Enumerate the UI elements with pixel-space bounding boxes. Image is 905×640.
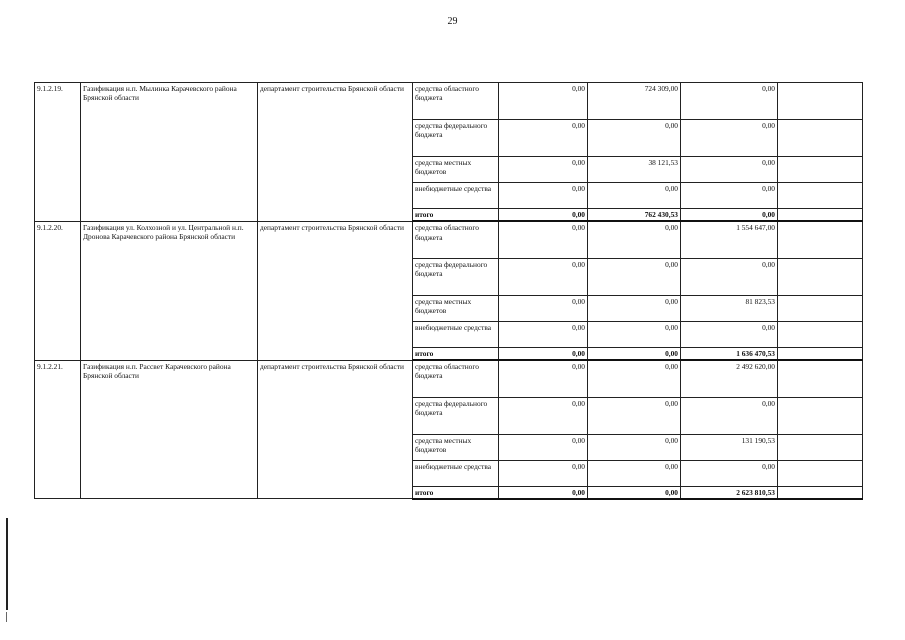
amount-cell xyxy=(778,83,863,120)
amount-cell: 0,00 xyxy=(499,120,588,157)
amount-cell: 0,00 xyxy=(499,360,588,397)
amount-cell: 0,00 xyxy=(588,120,681,157)
amount-cell: 0,00 xyxy=(499,295,588,321)
amount-cell xyxy=(778,183,863,209)
item-executor: департамент строительства Брянской области xyxy=(258,83,413,222)
amount-cell: 0,00 xyxy=(681,258,778,295)
amount-cell: 0,00 xyxy=(588,321,681,347)
amount-cell: 0,00 xyxy=(588,486,681,499)
funding-source: средства областного бюджета xyxy=(413,83,499,120)
amount-cell: 0,00 xyxy=(681,321,778,347)
funding-source: внебюджетные средства xyxy=(413,460,499,486)
funding-source: итого xyxy=(413,209,499,222)
amount-cell: 0,00 xyxy=(499,83,588,120)
page-number: 29 xyxy=(447,16,458,27)
funding-source: средства областного бюджета xyxy=(413,221,499,258)
funding-source: внебюджетные средства xyxy=(413,183,499,209)
funding-source: средства федерального бюджета xyxy=(413,397,499,434)
amount-cell: 0,00 xyxy=(588,347,681,360)
funding-source: итого xyxy=(413,347,499,360)
amount-cell: 38 121,53 xyxy=(588,157,681,183)
item-code: 9.1.2.19. xyxy=(35,83,81,222)
budget-table xyxy=(34,82,863,500)
funding-source: средства местных бюджетов xyxy=(413,295,499,321)
amount-cell: 131 190,53 xyxy=(681,434,778,460)
amount-cell xyxy=(778,258,863,295)
amount-cell: 0,00 xyxy=(681,397,778,434)
amount-cell xyxy=(778,460,863,486)
amount-cell: 0,00 xyxy=(681,460,778,486)
amount-cell: 724 309,00 xyxy=(588,83,681,120)
amount-cell: 762 430,53 xyxy=(588,209,681,222)
amount-cell: 0,00 xyxy=(499,183,588,209)
amount-cell: 1 554 647,00 xyxy=(681,221,778,258)
funding-source: средства местных бюджетов xyxy=(413,157,499,183)
amount-cell: 0,00 xyxy=(499,486,588,499)
amount-cell: 1 636 470,53 xyxy=(681,347,778,360)
amount-cell: 0,00 xyxy=(499,258,588,295)
margin-tick xyxy=(6,612,7,622)
item-code: 9.1.2.20. xyxy=(35,221,81,360)
item-executor: департамент строительства Брянской области xyxy=(258,221,413,360)
amount-cell xyxy=(778,360,863,397)
margin-rule xyxy=(6,518,8,610)
amount-cell: 0,00 xyxy=(499,347,588,360)
funding-source: средства федерального бюджета xyxy=(413,258,499,295)
item-name: Газификация н.п. Мылинка Карачевского района Брянской области xyxy=(81,83,258,222)
amount-cell xyxy=(778,157,863,183)
amount-cell: 0,00 xyxy=(681,183,778,209)
amount-cell xyxy=(778,221,863,258)
amount-cell xyxy=(778,486,863,499)
amount-cell: 0,00 xyxy=(681,157,778,183)
amount-cell: 0,00 xyxy=(588,434,681,460)
amount-cell: 0,00 xyxy=(499,397,588,434)
table-row xyxy=(35,221,863,258)
amount-cell: 0,00 xyxy=(588,183,681,209)
amount-cell: 0,00 xyxy=(588,397,681,434)
amount-cell: 0,00 xyxy=(499,157,588,183)
table-row xyxy=(35,360,863,397)
amount-cell: 0,00 xyxy=(588,295,681,321)
amount-cell: 0,00 xyxy=(499,460,588,486)
amount-cell xyxy=(778,295,863,321)
funding-source: внебюджетные средства xyxy=(413,321,499,347)
amount-cell: 0,00 xyxy=(499,434,588,460)
amount-cell: 0,00 xyxy=(588,258,681,295)
funding-source: итого xyxy=(413,486,499,499)
amount-cell: 0,00 xyxy=(681,209,778,222)
table-row xyxy=(35,83,863,120)
item-code: 9.1.2.21. xyxy=(35,360,81,499)
amount-cell: 0,00 xyxy=(681,120,778,157)
amount-cell xyxy=(778,347,863,360)
funding-source: средства областного бюджета xyxy=(413,360,499,397)
item-executor: департамент строительства Брянской области xyxy=(258,360,413,499)
funding-source: средства местных бюджетов xyxy=(413,434,499,460)
item-name: Газификация н.п. Рассвет Карачевского района Брянской области xyxy=(81,360,258,499)
amount-cell: 0,00 xyxy=(588,360,681,397)
amount-cell xyxy=(778,397,863,434)
amount-cell xyxy=(778,434,863,460)
funding-source: средства федерального бюджета xyxy=(413,120,499,157)
amount-cell xyxy=(778,120,863,157)
item-name: Газификация ул. Колхозной и ул. Центральной н.п. Дронова Карачевского района Брянской области xyxy=(81,221,258,360)
amount-cell: 81 823,53 xyxy=(681,295,778,321)
amount-cell xyxy=(778,209,863,222)
amount-cell: 0,00 xyxy=(588,221,681,258)
amount-cell: 0,00 xyxy=(499,209,588,222)
amount-cell: 2 623 810,53 xyxy=(681,486,778,499)
amount-cell: 0,00 xyxy=(681,83,778,120)
amount-cell: 0,00 xyxy=(499,321,588,347)
amount-cell: 0,00 xyxy=(588,460,681,486)
amount-cell: 2 492 620,00 xyxy=(681,360,778,397)
amount-cell: 0,00 xyxy=(499,221,588,258)
amount-cell xyxy=(778,321,863,347)
